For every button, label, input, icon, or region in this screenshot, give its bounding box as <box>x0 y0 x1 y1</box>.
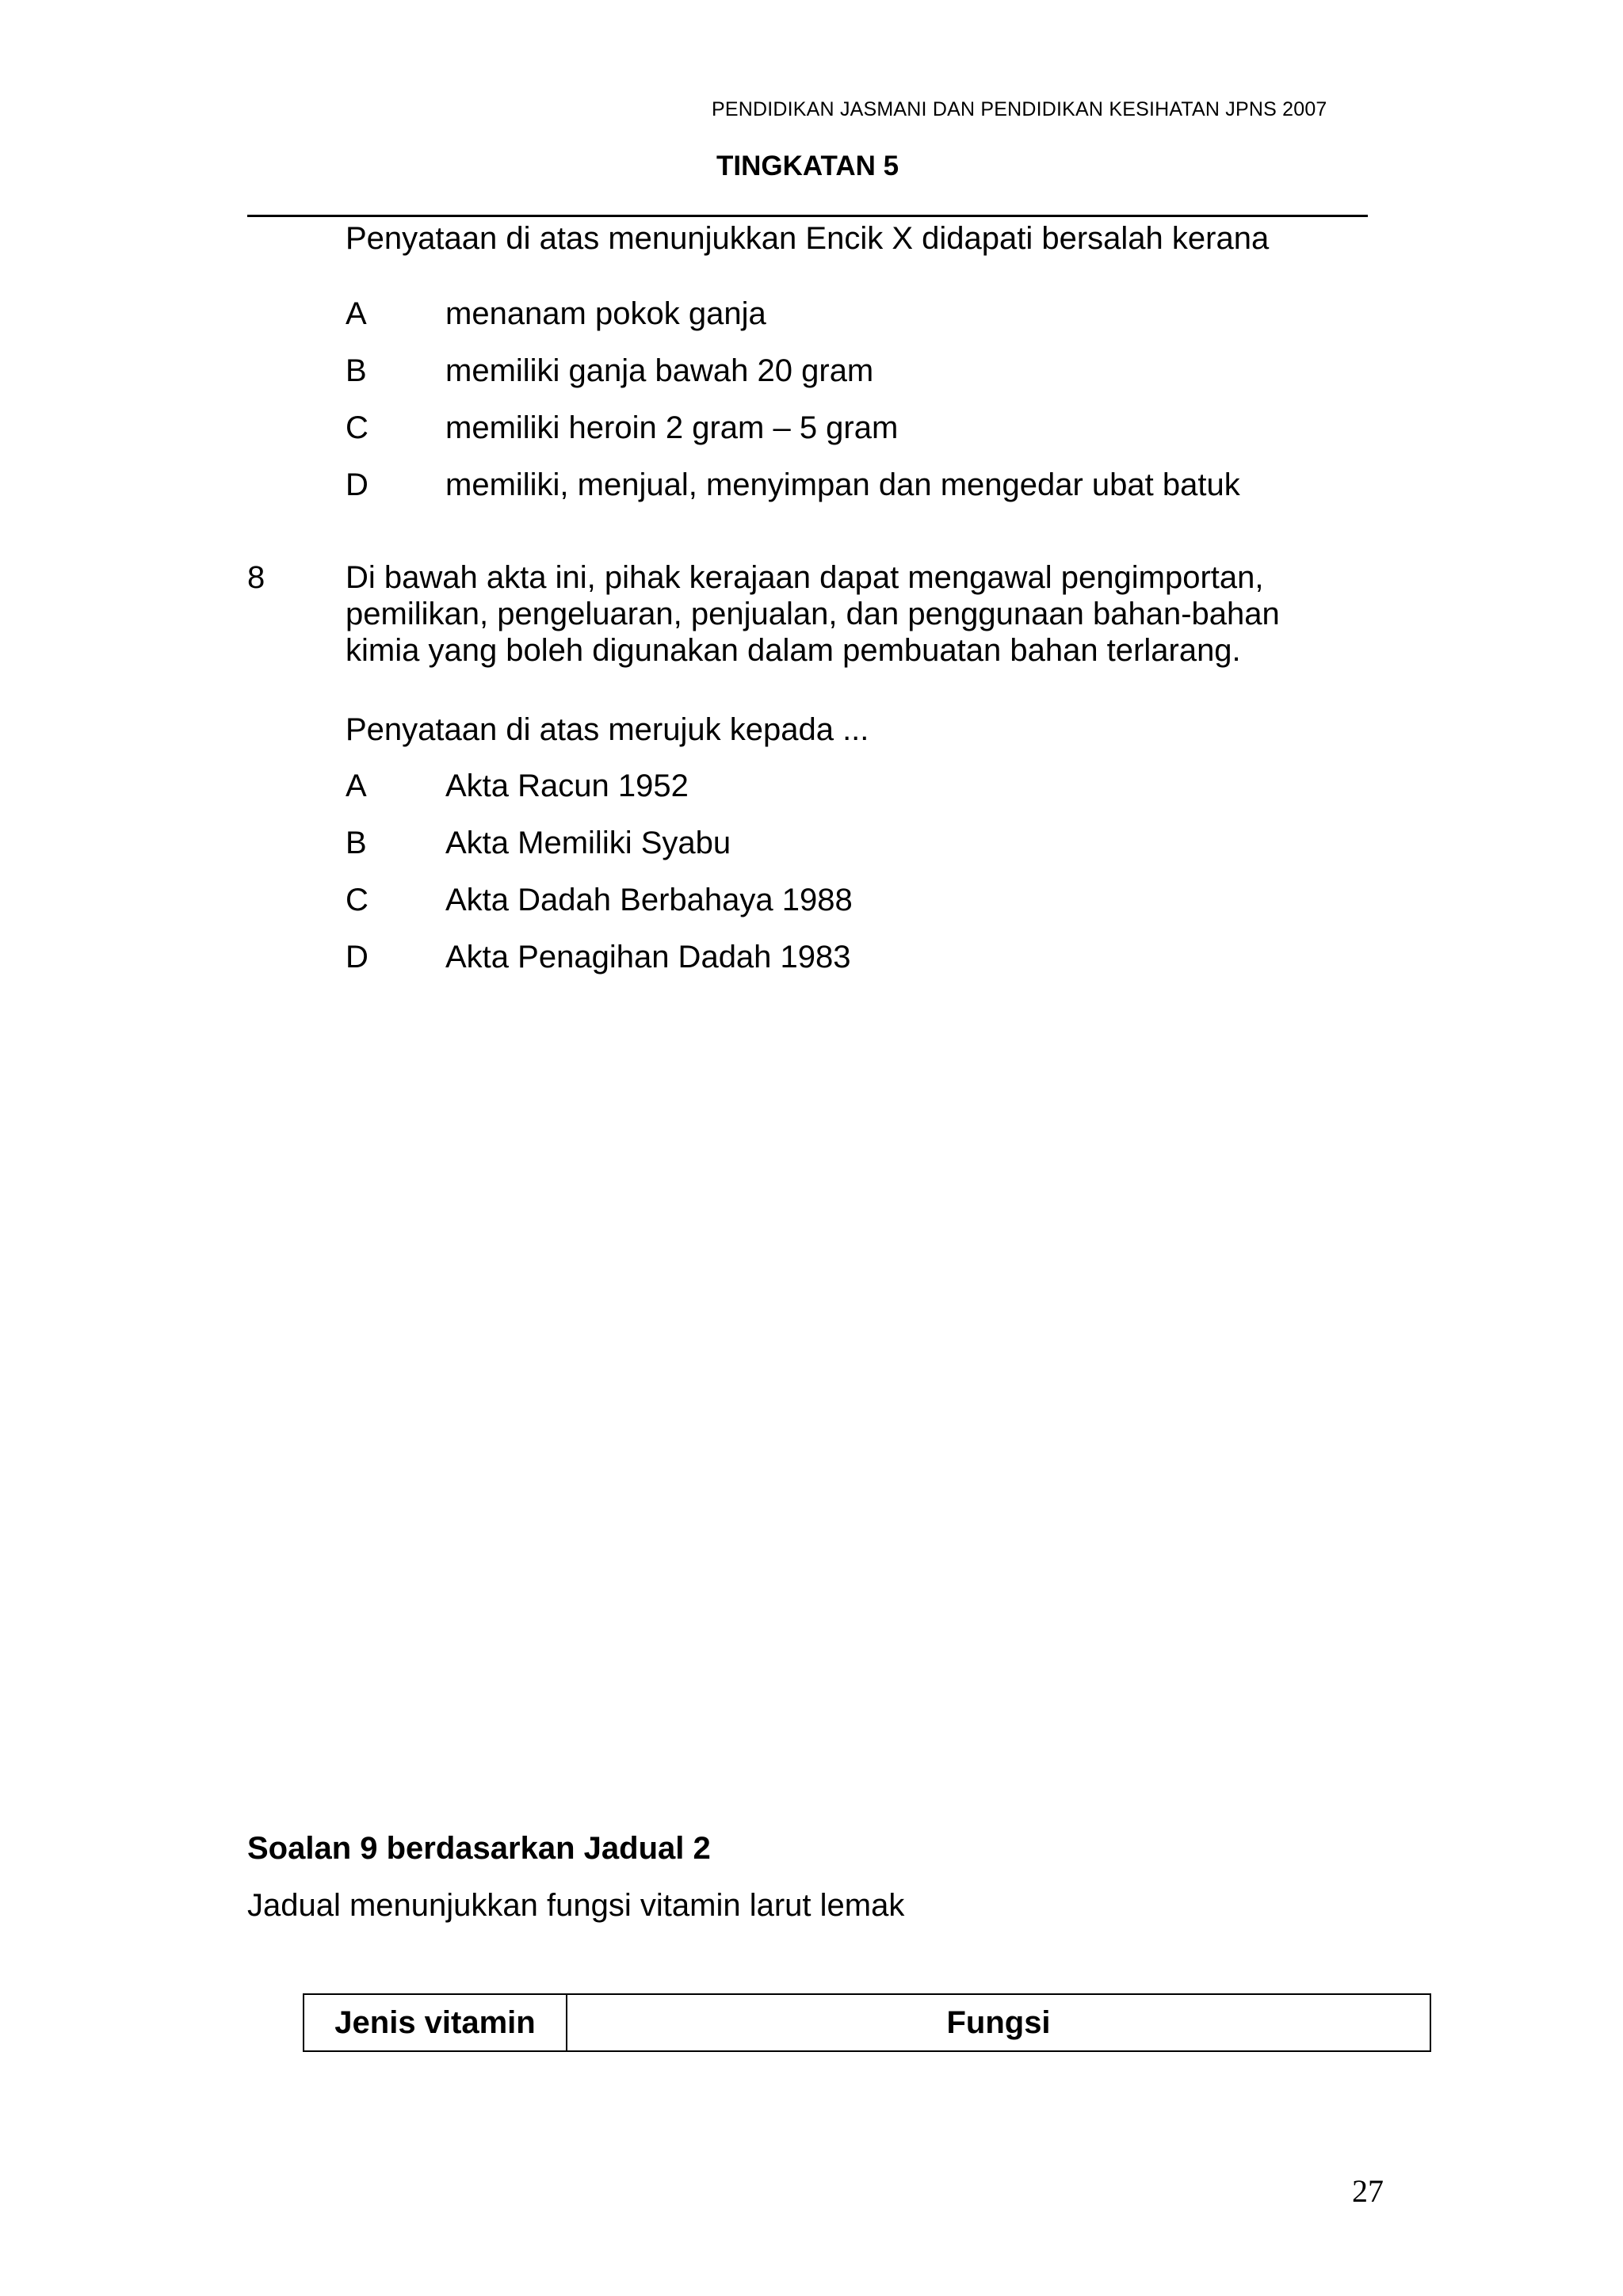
option-label: B <box>346 826 367 860</box>
question7-stem: Penyataan di atas menunjukkan Encik X didapati bersalah kerana <box>346 221 1270 256</box>
document-header-subject: PENDIDIKAN JASMANI DAN PENDIDIKAN KESIHATAN JPNS 2007 <box>712 98 1327 120</box>
document-header-form: TINGKATAN 5 <box>716 151 899 181</box>
option-label: A <box>346 769 367 803</box>
vitamin-table <box>303 1993 1431 2052</box>
table-header-jenis-vitamin: Jenis vitamin <box>304 1994 567 2051</box>
option-label: C <box>346 883 369 917</box>
question8-line: kimia yang boleh digunakan dalam pembuatan bahan terlarang. <box>346 633 1241 668</box>
option-text: Akta Racun 1952 <box>445 769 689 803</box>
question8-stem <box>346 559 1376 669</box>
question8-line: Di bawah akta ini, pihak kerajaan dapat mengawal pengimportan, <box>346 560 1264 595</box>
option-text: Akta Penagihan Dadah 1983 <box>445 940 851 974</box>
option-label: D <box>346 467 369 502</box>
option-label: B <box>346 353 367 388</box>
option-text: Akta Dadah Berbahaya 1988 <box>445 883 853 917</box>
option-text: Akta Memiliki Syabu <box>445 826 731 860</box>
question9-heading: Soalan 9 berdasarkan Jadual 2 <box>247 1831 711 1866</box>
option-label: C <box>346 410 369 445</box>
option-text: menanam pokok ganja <box>445 296 766 331</box>
table-header-row <box>304 1994 1430 2051</box>
question8-number: 8 <box>247 560 265 595</box>
header-divider <box>247 215 1368 217</box>
table-header-fungsi: Fungsi <box>567 1994 1430 2051</box>
question8-prompt: Penyataan di atas merujuk kepada ... <box>346 712 869 747</box>
option-text: memiliki heroin 2 gram – 5 gram <box>445 410 899 445</box>
option-text: memiliki, menjual, menyimpan dan mengedar ubat batuk <box>445 467 1240 502</box>
option-text: memiliki ganja bawah 20 gram <box>445 353 874 388</box>
question8-line: pemilikan, pengeluaran, penjualan, dan penggunaan bahan-bahan <box>346 597 1280 631</box>
option-label: A <box>346 296 367 331</box>
option-label: D <box>346 940 369 974</box>
question9-intro: Jadual menunjukkan fungsi vitamin larut lemak <box>247 1888 905 1923</box>
page-number: 27 <box>1352 2173 1384 2209</box>
